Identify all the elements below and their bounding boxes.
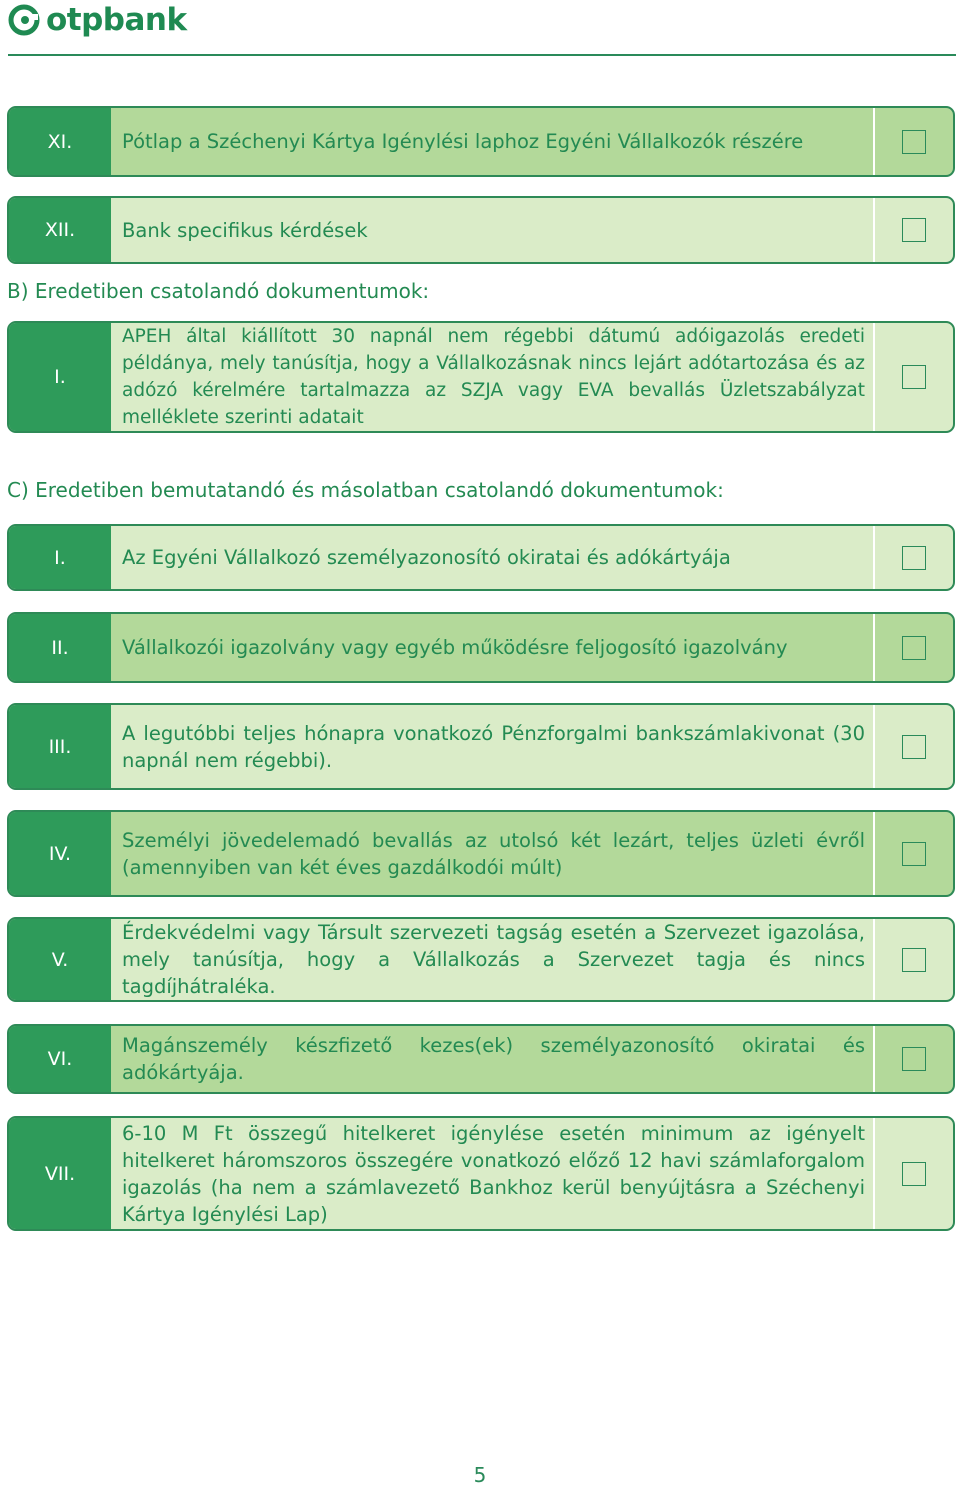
- checkbox[interactable]: [902, 636, 926, 660]
- section-c-title: C) Eredetiben bemutatandó és másolatban csatolandó dokumentumok:: [7, 478, 724, 502]
- row-text: Magánszemély készfizető kezes(ek) személyazonosító okiratai és adókártyája.: [122, 1034, 865, 1084]
- row-number: IV.: [9, 812, 111, 895]
- row-number: VI.: [9, 1026, 111, 1092]
- checklist-row-xii: [7, 196, 955, 264]
- row-number: III.: [9, 705, 111, 788]
- section-b-title: B) Eredetiben csatolandó dokumentumok:: [7, 279, 430, 303]
- otpbank-logo: [8, 0, 187, 40]
- checkbox[interactable]: [902, 130, 926, 154]
- row-number: VII.: [9, 1118, 111, 1229]
- row-text: Érdekvédelmi vagy Társult szervezeti tagság esetén a Szervezet igazolása, mely tanúsítja, hogy a Vállalkozás a Szervezet tagja és nincs tagdíjhátraléka.: [122, 921, 865, 998]
- row-text: Vállalkozói igazolvány vagy egyéb működésre feljogosító igazolvány: [122, 636, 788, 659]
- row-number: XII.: [9, 198, 111, 262]
- page-number: 5: [473, 1463, 487, 1487]
- checklist-row-c-iv: [7, 810, 955, 897]
- checkbox[interactable]: [902, 546, 926, 570]
- checkbox[interactable]: [902, 1047, 926, 1071]
- row-number: II.: [9, 614, 111, 681]
- checkbox[interactable]: [902, 842, 926, 866]
- checklist-row-c-ii: [7, 612, 955, 683]
- header-divider: [8, 54, 956, 56]
- row-text: Pótlap a Széchenyi Kártya Igénylési laphoz Egyéni Vállalkozók részére: [122, 130, 804, 153]
- row-text: Személyi jövedelemadó bevallás az utolsó két lezárt, teljes üzleti évről (amennyiben van két éves gazdálkodói múlt): [122, 828, 865, 879]
- checkbox[interactable]: [902, 735, 926, 759]
- brand-name: otpbank: [46, 2, 187, 38]
- otp-logo-icon: [8, 4, 40, 36]
- row-text: APEH által kiállított 30 napnál nem régebbi dátumú adóigazolás eredeti példánya, mely tanúsítja, hogy a Vállalkozásnak nincs lejárt adótartozása és az adózó kérelmére tartalmazza az SZJA vagy EVA bevallás Üzletszabályzat melléklete szerinti adatait: [122, 326, 865, 428]
- checklist-row-c-vii: [7, 1116, 955, 1231]
- checklist-row-c-vi: [7, 1024, 955, 1094]
- checkbox[interactable]: [902, 365, 926, 389]
- row-text: Az Egyéni Vállalkozó személyazonosító okiratai és adókártyája: [122, 546, 731, 569]
- checklist-row-c-v: [7, 917, 955, 1002]
- row-number: I.: [9, 526, 111, 589]
- checkbox[interactable]: [902, 948, 926, 972]
- checklist-row-xi: [7, 106, 955, 177]
- checklist-row-c-i: [7, 524, 955, 591]
- row-number: V.: [9, 919, 111, 1000]
- checklist-row-c-iii: [7, 703, 955, 790]
- row-text: Bank specifikus kérdések: [122, 218, 368, 242]
- row-text: 6-10 M Ft összegű hitelkeret igénylése esetén minimum az igényelt hitelkeret háromszoros összegére vonatkozó előző 12 havi számlaforgalom igazolás (ha nem a számlavezető Bankhoz kerül benyújtásra a Széchenyi Kártya Igénylési Lap): [122, 1121, 865, 1226]
- row-text: A legutóbbi teljes hónapra vonatkozó Pénzforgalmi bankszámlakivonat (30 napnál nem régebbi).: [122, 721, 865, 772]
- row-number: XI.: [9, 108, 111, 175]
- checkbox[interactable]: [902, 218, 926, 242]
- row-number: I.: [9, 323, 111, 431]
- checklist-row-b-i: [7, 321, 955, 433]
- checkbox[interactable]: [902, 1162, 926, 1186]
